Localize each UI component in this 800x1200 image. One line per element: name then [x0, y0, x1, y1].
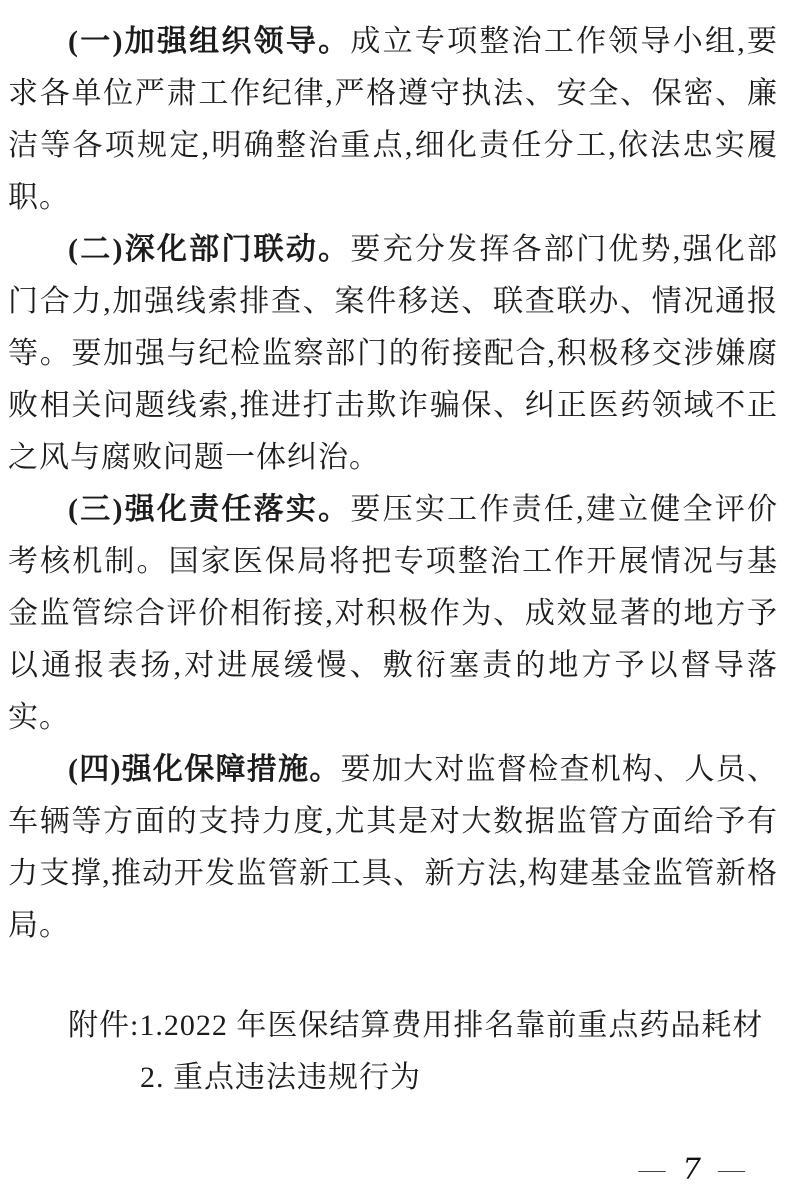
attachment-line-2 [140, 1052, 778, 1104]
section-2-body: 要充分发挥各部门优势,强化部门合力,加强线索排查、案件移送、联查联办、情况通报等。要加强与纪检监察部门的衔接配合,积极移交涉嫌腐败相关问题线索,推进打击欺诈骗保、纠正医药领域不正之风与腐败问题一体纠治。 [8, 233, 779, 474]
section-4-heading: (四)强化保障措施。 [68, 753, 341, 786]
paragraph-section-3 [8, 484, 778, 744]
section-3-body: 要压实工作责任,建立健全评价考核机制。国家医保局将把专项整治工作开展情况与基金监管综合评价相衔接,对积极作为、成效显著的地方予以通报表扬,对进展缓慢、敷衍塞责的地方予以督导落实。 [8, 493, 779, 734]
section-1-heading: (一)加强组织领导。 [68, 25, 351, 58]
attachment-item-1: 1.2022 年医保结算费用排名靠前重点药品耗材 [139, 1009, 764, 1042]
page-number [638, 1152, 745, 1186]
section-1-body: 成立专项整治工作领导小组,要求各单位严肃工作纪律,严格遵守执法、安全、保密、廉洁等各项规定,明确整治重点,细化责任分工,依法忠实履职。 [8, 25, 779, 214]
attachments-label: 附件: [68, 1009, 140, 1042]
section-4-body: 要加大对监督检查机构、人员、车辆等方面的支持力度,尤其是对大数据监管方面给予有力支撑,推动开发监管新工具、新方法,构建基金监管新格局。 [8, 753, 779, 942]
paragraph-section-4 [8, 744, 778, 952]
attachments-block [8, 1000, 778, 1104]
page-number-dash-right: — [718, 1157, 745, 1182]
page-number-dash-left: — [638, 1157, 666, 1182]
paragraph-section-2 [8, 224, 778, 484]
paragraph-section-1 [8, 16, 778, 224]
section-2-heading: (二)深化部门联动。 [68, 233, 351, 266]
section-3-heading: (三)强化责任落实。 [68, 493, 351, 526]
attachment-item-2: 2. 重点违法违规行为 [140, 1061, 421, 1094]
page-number-value: 7 [682, 1152, 701, 1186]
attachment-line-1 [8, 1000, 778, 1052]
